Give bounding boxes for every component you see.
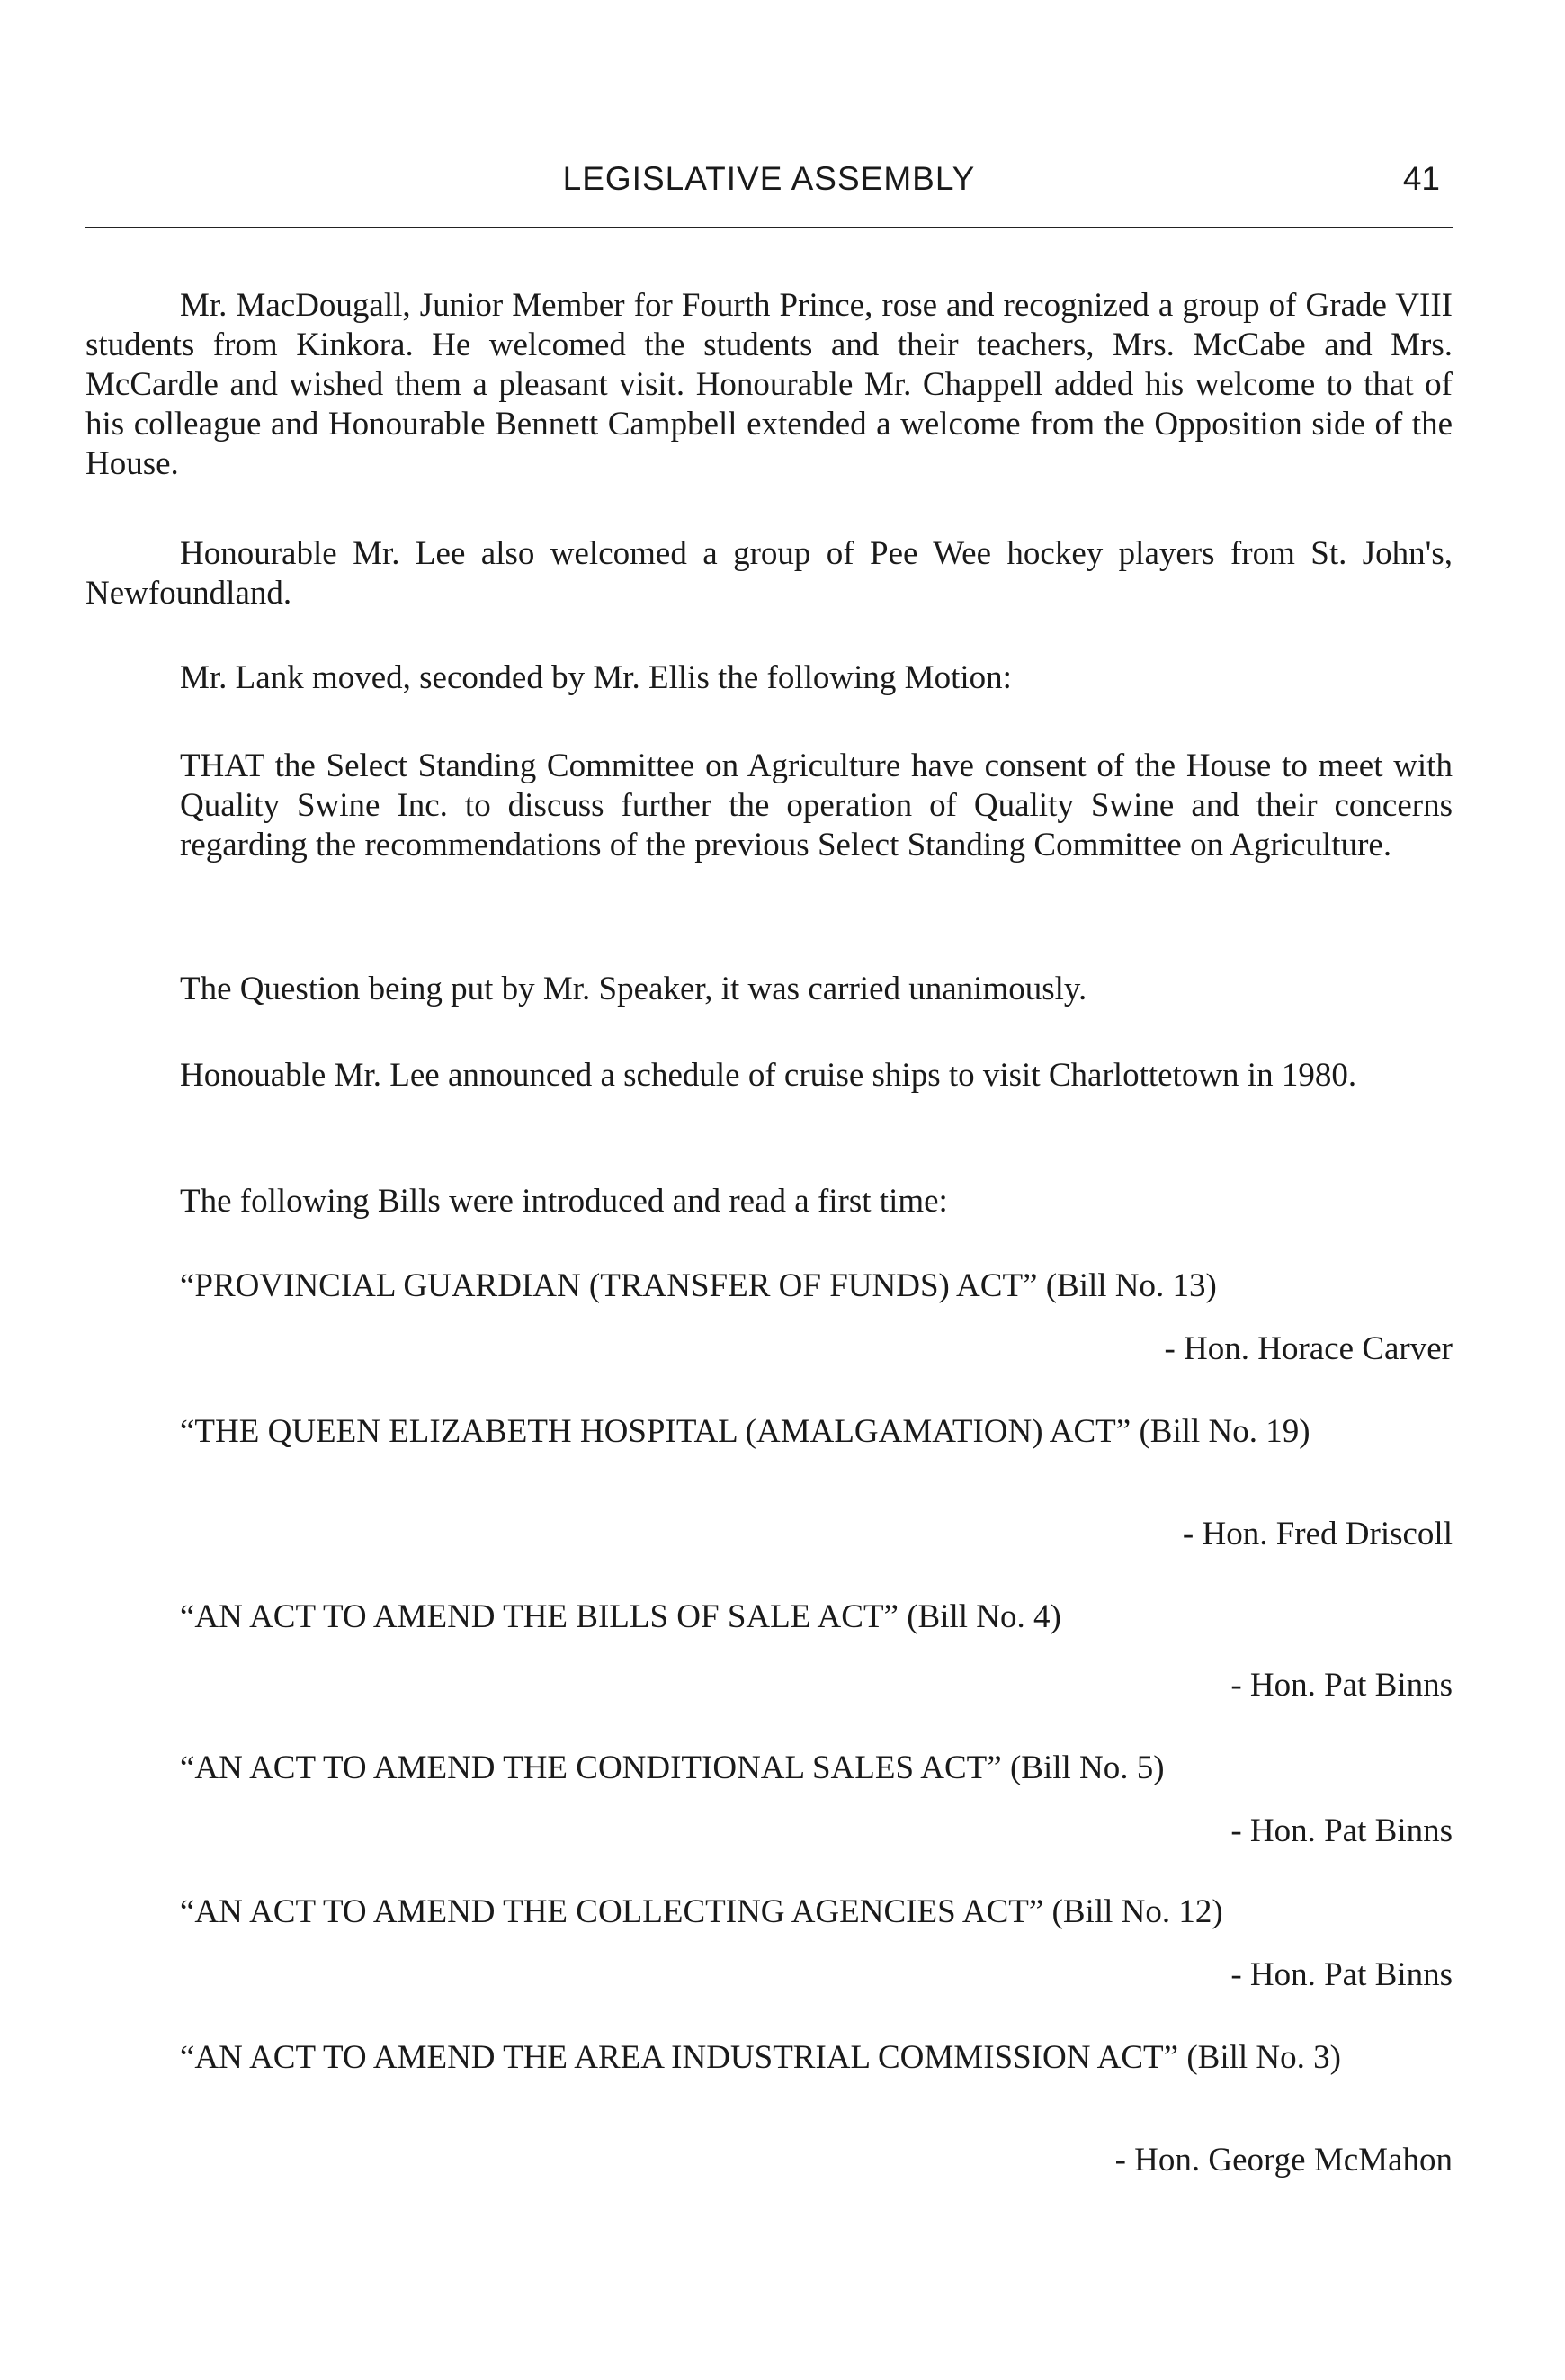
paragraph-motion-intro: Mr. Lank moved, seconded by Mr. Ellis the following Motion: (180, 659, 1012, 696)
paragraph-cruise-ships: Honouable Mr. Lee announced a schedule of cruise ships to visit Charlottetown in 1980. (180, 1057, 1357, 1094)
paragraph-bills-intro: The following Bills were introduced and read a first time: (180, 1183, 948, 1220)
bill-title: “AN ACT TO AMEND THE COLLECTING AGENCIES ACT” (Bill No. 12) (180, 1893, 1223, 1930)
bill-sponsor: - Hon. Pat Binns (1230, 1812, 1453, 1849)
bill-title: “PROVINCIAL GUARDIAN (TRANSFER OF FUNDS) ACT” (Bill No. 13) (180, 1267, 1217, 1304)
header-rule (85, 227, 1453, 228)
bill-sponsor: - Hon. Horace Carver (1164, 1330, 1453, 1367)
paragraph-welcome-students: Mr. MacDougall, Junior Member for Fourth Prince, rose and recognized a group of Grade VIII students from Kinkora. He welcomed the students and their teachers, Mrs. McCabe and Mrs. McCardle and wished them a pleasant visit. Honourable Mr. Chappell added his welcome to that of his colleague and Honourable Bennett Campbell extended a welcome from the Opposition side of the House. (85, 287, 1453, 482)
paragraph-welcome-hockey: Honourable Mr. Lee also welcomed a group of Pee Wee hockey players from St. John's, Newfoundland. (85, 535, 1453, 612)
bill-sponsor: - Hon. Pat Binns (1230, 1956, 1453, 1993)
bill-sponsor: - Hon. George McMahon (1114, 2142, 1453, 2179)
page-header (85, 160, 1453, 210)
bill-sponsor: - Hon. Pat Binns (1230, 1667, 1453, 1704)
bill-sponsor: - Hon. Fred Driscoll (1182, 1516, 1453, 1552)
running-head-title: LEGISLATIVE ASSEMBLY (562, 160, 976, 197)
page-number: 41 (1402, 160, 1440, 197)
motion-text: THAT the Select Standing Committee on Agriculture have consent of the House to meet with Quality Swine Inc. to discuss further the operation of Quality Swine and their concerns regarding the recommendations of the previous Select Standing Committee on Agriculture. (180, 747, 1453, 863)
bill-title: “AN ACT TO AMEND THE BILLS OF SALE ACT” (Bill No. 4) (180, 1598, 1061, 1635)
bill-title: “THE QUEEN ELIZABETH HOSPITAL (AMALGAMATION) ACT” (Bill No. 19) (180, 1413, 1310, 1450)
document-page (85, 0, 1453, 2380)
bill-title: “AN ACT TO AMEND THE CONDITIONAL SALES ACT” (Bill No. 5) (180, 1749, 1165, 1786)
bill-title: “AN ACT TO AMEND THE AREA INDUSTRIAL COMMISSION ACT” (Bill No. 3) (180, 2039, 1341, 2076)
paragraph-question-carried: The Question being put by Mr. Speaker, it was carried unanimously. (180, 971, 1087, 1007)
